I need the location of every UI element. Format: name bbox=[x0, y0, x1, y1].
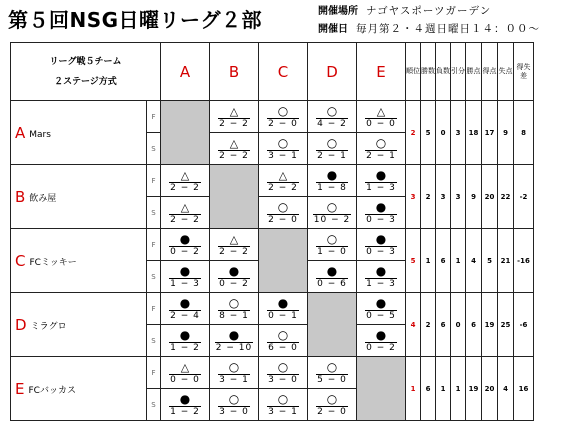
match-score: 1 − 2 bbox=[170, 342, 200, 353]
team-wins: 6 bbox=[421, 357, 436, 421]
opponent-header-e: E bbox=[357, 43, 406, 101]
match-cell bbox=[357, 101, 406, 133]
result-mark-icon bbox=[327, 105, 337, 118]
match-cell bbox=[161, 261, 210, 293]
result-mark-icon bbox=[327, 361, 337, 374]
match-cell bbox=[210, 101, 259, 133]
result-mark-icon bbox=[327, 169, 337, 182]
match-score: 0 − 2 bbox=[366, 342, 396, 353]
team-goals-for: 20 bbox=[482, 357, 498, 421]
result-mark-icon bbox=[229, 297, 239, 310]
result-mark-icon bbox=[278, 137, 288, 150]
result-mark-icon bbox=[230, 105, 238, 118]
match-score: 2 − 4 bbox=[170, 310, 200, 321]
team-losses: 6 bbox=[436, 229, 451, 293]
team-points: 18 bbox=[466, 101, 482, 165]
team-losses: 0 bbox=[436, 101, 451, 165]
team-letter: A bbox=[15, 123, 26, 142]
match-cell bbox=[308, 389, 357, 421]
result-mark-icon bbox=[229, 329, 239, 342]
team-goal-diff: 8 bbox=[514, 101, 534, 165]
match-score: 2 − 2 bbox=[268, 182, 298, 193]
team-draws: 1 bbox=[451, 229, 466, 293]
team-rank: 2 bbox=[406, 101, 421, 165]
match-score: 3 − 0 bbox=[219, 406, 249, 417]
result-mark-icon bbox=[181, 169, 189, 182]
match-score: 0 − 3 bbox=[366, 214, 396, 225]
team-points: 19 bbox=[466, 357, 482, 421]
page-title: 第５回NSG日曜リーグ２部 bbox=[8, 8, 263, 32]
team-c-cell bbox=[11, 229, 147, 293]
team-losses: 3 bbox=[436, 165, 451, 229]
match-score: 2 − 1 bbox=[366, 150, 396, 161]
result-mark-icon bbox=[180, 233, 190, 246]
match-cell bbox=[161, 357, 210, 389]
match-score: 0 − 1 bbox=[268, 310, 298, 321]
match-cell bbox=[259, 197, 308, 229]
team-name: FCミッキー bbox=[29, 257, 77, 268]
match-score: 1 − 3 bbox=[366, 278, 396, 289]
match-score: 2 − 0 bbox=[268, 118, 298, 129]
date-label: 開催日 bbox=[318, 24, 348, 35]
result-mark-icon bbox=[229, 393, 239, 406]
team-draws: 3 bbox=[451, 165, 466, 229]
match-cell bbox=[259, 389, 308, 421]
stage-label: S bbox=[147, 389, 161, 421]
match-cell bbox=[259, 101, 308, 133]
match-cell bbox=[308, 357, 357, 389]
team-letter: E bbox=[15, 379, 25, 398]
match-cell bbox=[210, 293, 259, 325]
opponent-header-b: B bbox=[210, 43, 259, 101]
team-goals-against: 25 bbox=[498, 293, 514, 357]
result-mark-icon bbox=[377, 105, 385, 118]
team-a-cell bbox=[11, 101, 147, 165]
result-mark-icon bbox=[327, 137, 337, 150]
match-cell bbox=[210, 389, 259, 421]
team-wins: 5 bbox=[421, 101, 436, 165]
match-score: 2 − 2 bbox=[170, 214, 200, 225]
team-draws: 1 bbox=[451, 357, 466, 421]
result-mark-icon bbox=[376, 265, 386, 278]
match-cell bbox=[259, 293, 308, 325]
team-goal-diff: 16 bbox=[514, 357, 534, 421]
team-wins: 1 bbox=[421, 229, 436, 293]
match-cell bbox=[161, 325, 210, 357]
result-mark-icon bbox=[180, 297, 190, 310]
team-wins: 2 bbox=[421, 293, 436, 357]
match-score: 0 − 2 bbox=[170, 246, 200, 257]
result-mark-icon bbox=[327, 233, 337, 246]
match-cell bbox=[161, 293, 210, 325]
match-cell bbox=[210, 229, 259, 261]
match-score: 2 − 0 bbox=[317, 406, 347, 417]
match-cell bbox=[161, 197, 210, 229]
self-match-cell bbox=[308, 293, 357, 357]
match-cell bbox=[259, 357, 308, 389]
match-score: 2 − 1 bbox=[317, 150, 347, 161]
team-points: 9 bbox=[466, 165, 482, 229]
venue-value: ナゴヤスポーツガーデン bbox=[366, 5, 492, 17]
stage-label: S bbox=[147, 197, 161, 229]
result-mark-icon bbox=[376, 329, 386, 342]
team-letter: B bbox=[15, 187, 26, 206]
date-value: 毎月第２・４週日曜日１４：００～ bbox=[356, 23, 540, 35]
match-score: 1 − 0 bbox=[317, 246, 347, 257]
result-mark-icon bbox=[278, 393, 288, 406]
match-score: 3 − 0 bbox=[268, 374, 298, 385]
result-mark-icon bbox=[181, 361, 189, 374]
team-d-cell bbox=[11, 293, 147, 357]
team-wins: 2 bbox=[421, 165, 436, 229]
match-score: 2 − 2 bbox=[219, 246, 249, 257]
team-name: Mars bbox=[29, 129, 51, 140]
stat-header-goal-diff: 得失差 bbox=[514, 43, 534, 101]
match-score: 0 − 0 bbox=[170, 374, 200, 385]
result-mark-icon bbox=[327, 393, 337, 406]
table-header-row bbox=[11, 43, 534, 101]
self-match-cell bbox=[210, 165, 259, 229]
result-mark-icon bbox=[376, 233, 386, 246]
table-row bbox=[11, 165, 534, 197]
match-score: 2 − 2 bbox=[170, 182, 200, 193]
match-score: 8 − 1 bbox=[219, 310, 249, 321]
team-goals-for: 17 bbox=[482, 101, 498, 165]
result-mark-icon bbox=[376, 169, 386, 182]
result-mark-icon bbox=[180, 265, 190, 278]
match-score: 4 − 2 bbox=[317, 118, 347, 129]
result-mark-icon bbox=[278, 297, 288, 310]
league-format-header bbox=[11, 43, 161, 101]
result-mark-icon bbox=[376, 201, 386, 214]
team-b-cell bbox=[11, 165, 147, 229]
date-info bbox=[318, 20, 540, 36]
match-cell bbox=[308, 197, 357, 229]
match-score: 2 − 10 bbox=[215, 342, 253, 353]
result-mark-icon bbox=[278, 361, 288, 374]
team-goals-against: 22 bbox=[498, 165, 514, 229]
stage-label: F bbox=[147, 229, 161, 261]
team-losses: 1 bbox=[436, 357, 451, 421]
result-mark-icon bbox=[229, 265, 239, 278]
match-cell bbox=[210, 133, 259, 165]
team-rank: 1 bbox=[406, 357, 421, 421]
stat-header-goals-against: 失点 bbox=[498, 43, 514, 101]
match-cell bbox=[357, 261, 406, 293]
match-score: 3 − 1 bbox=[268, 406, 298, 417]
match-score: 0 − 6 bbox=[317, 278, 347, 289]
table-row bbox=[11, 101, 534, 133]
match-score: 2 − 0 bbox=[268, 214, 298, 225]
result-mark-icon bbox=[230, 233, 238, 246]
match-score: 3 − 1 bbox=[268, 150, 298, 161]
match-cell bbox=[308, 165, 357, 197]
match-cell bbox=[357, 165, 406, 197]
opponent-header-d: D bbox=[308, 43, 357, 101]
match-cell bbox=[308, 261, 357, 293]
match-score: 10 − 2 bbox=[313, 214, 351, 225]
result-mark-icon bbox=[229, 361, 239, 374]
match-cell bbox=[210, 261, 259, 293]
match-score: 1 − 3 bbox=[170, 278, 200, 289]
team-goal-diff: -2 bbox=[514, 165, 534, 229]
result-mark-icon bbox=[181, 201, 189, 214]
match-cell bbox=[357, 229, 406, 261]
team-name: FCバッカス bbox=[28, 385, 76, 396]
match-score: 2 − 2 bbox=[219, 118, 249, 129]
team-goals-against: 9 bbox=[498, 101, 514, 165]
stat-header-points: 勝点 bbox=[466, 43, 482, 101]
stage-label: F bbox=[147, 357, 161, 389]
stat-header-rank: 順位 bbox=[406, 43, 421, 101]
match-score: 1 − 2 bbox=[170, 406, 200, 417]
result-mark-icon bbox=[278, 105, 288, 118]
league-format-line1: リーグ戦５チーム bbox=[49, 56, 122, 67]
self-match-cell bbox=[357, 357, 406, 421]
match-cell bbox=[210, 325, 259, 357]
team-letter: D bbox=[15, 315, 27, 334]
team-letter: C bbox=[15, 251, 26, 270]
match-score: 0 − 3 bbox=[366, 246, 396, 257]
team-rank: 4 bbox=[406, 293, 421, 357]
match-cell bbox=[259, 133, 308, 165]
team-goals-against: 4 bbox=[498, 357, 514, 421]
table-row bbox=[11, 293, 534, 325]
stage-label: F bbox=[147, 101, 161, 133]
match-cell bbox=[357, 293, 406, 325]
result-mark-icon bbox=[327, 201, 337, 214]
team-points: 4 bbox=[466, 229, 482, 293]
match-score: 0 − 5 bbox=[366, 310, 396, 321]
team-goals-for: 5 bbox=[482, 229, 498, 293]
stat-header-wins: 勝数 bbox=[421, 43, 436, 101]
match-cell bbox=[161, 165, 210, 197]
team-rank: 3 bbox=[406, 165, 421, 229]
match-cell bbox=[357, 133, 406, 165]
result-mark-icon bbox=[327, 265, 337, 278]
venue-info bbox=[318, 2, 491, 18]
stage-label: S bbox=[147, 133, 161, 165]
opponent-header-a: A bbox=[161, 43, 210, 101]
team-e-cell bbox=[11, 357, 147, 421]
match-cell bbox=[357, 197, 406, 229]
stat-header-losses: 負数 bbox=[436, 43, 451, 101]
league-table bbox=[10, 42, 534, 421]
opponent-header-c: C bbox=[259, 43, 308, 101]
result-mark-icon bbox=[278, 329, 288, 342]
team-draws: 3 bbox=[451, 101, 466, 165]
team-goals-against: 21 bbox=[498, 229, 514, 293]
result-mark-icon bbox=[180, 329, 190, 342]
team-goals-for: 19 bbox=[482, 293, 498, 357]
match-score: 0 − 0 bbox=[366, 118, 396, 129]
match-score: 5 − 0 bbox=[317, 374, 347, 385]
match-cell bbox=[308, 229, 357, 261]
match-score: 1 − 8 bbox=[317, 182, 347, 193]
result-mark-icon bbox=[376, 297, 386, 310]
match-cell bbox=[259, 325, 308, 357]
team-goal-diff: -16 bbox=[514, 229, 534, 293]
match-cell bbox=[161, 389, 210, 421]
stage-label: S bbox=[147, 325, 161, 357]
stat-header-draws: 引分 bbox=[451, 43, 466, 101]
match-score: 6 − 0 bbox=[268, 342, 298, 353]
table-row bbox=[11, 229, 534, 261]
result-mark-icon bbox=[376, 137, 386, 150]
result-mark-icon bbox=[230, 137, 238, 150]
team-name: ミラグロ bbox=[30, 321, 67, 332]
stage-label: F bbox=[147, 293, 161, 325]
league-format-line2: ２ステージ方式 bbox=[54, 76, 117, 87]
self-match-cell bbox=[161, 101, 210, 165]
self-match-cell bbox=[259, 229, 308, 293]
match-score: 1 − 3 bbox=[366, 182, 396, 193]
table-row bbox=[11, 357, 534, 389]
match-cell bbox=[308, 133, 357, 165]
match-score: 0 − 2 bbox=[219, 278, 249, 289]
result-mark-icon bbox=[180, 393, 190, 406]
match-score: 2 − 2 bbox=[219, 150, 249, 161]
match-cell bbox=[357, 325, 406, 357]
team-rank: 5 bbox=[406, 229, 421, 293]
venue-label: 開催場所 bbox=[318, 6, 358, 17]
team-goal-diff: -6 bbox=[514, 293, 534, 357]
stage-label: S bbox=[147, 261, 161, 293]
match-cell bbox=[259, 165, 308, 197]
match-score: 3 − 1 bbox=[219, 374, 249, 385]
match-cell bbox=[161, 229, 210, 261]
stage-label: F bbox=[147, 165, 161, 197]
stat-header-goals-for: 得点 bbox=[482, 43, 498, 101]
team-losses: 6 bbox=[436, 293, 451, 357]
match-cell bbox=[210, 357, 259, 389]
result-mark-icon bbox=[279, 169, 287, 182]
match-cell bbox=[308, 101, 357, 133]
league-table-body bbox=[11, 101, 534, 421]
team-name: 飲み屋 bbox=[29, 193, 57, 204]
team-draws: 0 bbox=[451, 293, 466, 357]
result-mark-icon bbox=[278, 201, 288, 214]
team-goals-for: 20 bbox=[482, 165, 498, 229]
team-points: 6 bbox=[466, 293, 482, 357]
